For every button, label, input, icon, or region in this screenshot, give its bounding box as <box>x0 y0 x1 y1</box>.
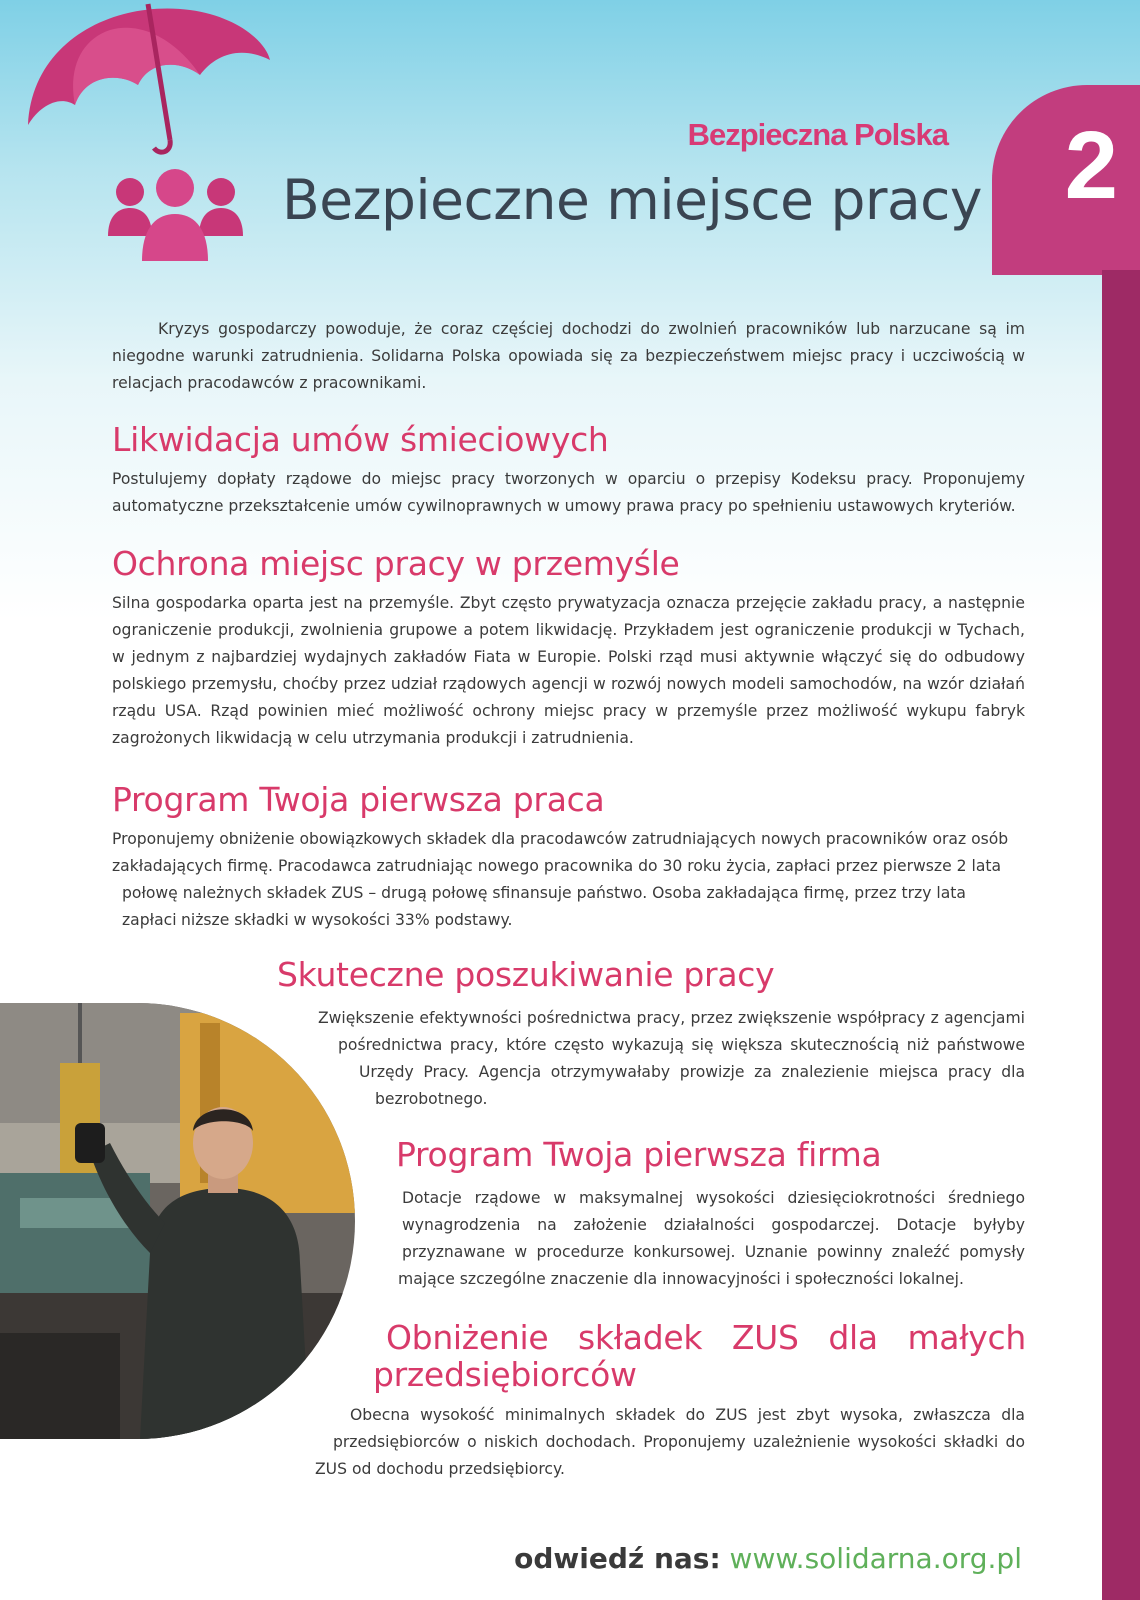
body-line: Dotacje rządowe w maksymalnej wysokości dziesięciokrotności średniego <box>402 1189 1025 1207</box>
section-heading: Program Twoja pierwsza praca <box>112 780 605 819</box>
body-line: mające szczególne znaczenie dla innowacyjności i społeczności lokalnej. <box>398 1270 964 1288</box>
body-line: ZUS od dochodu przedsiębiorcy. <box>315 1460 565 1478</box>
body-line: zakładających firmę. Pracodawca zatrudniając nowego pracownika do 30 roku życia, zapłaci przez pierwsze 2 lata <box>112 857 1002 875</box>
footer-label: odwiedź nas: <box>514 1542 721 1575</box>
body-line: Obecna wysokość minimalnych składek do ZUS jest zbyt wysoka, zwłaszcza dla <box>350 1406 1025 1424</box>
side-strip <box>1102 270 1140 1600</box>
section-heading: Skuteczne poszukiwanie pracy <box>277 955 775 994</box>
brand-name: Bezpieczna Polska <box>687 117 948 152</box>
body-line: przyznawane w procedurze konkursowej. Uznanie powinny znaleźć pomysły <box>402 1243 1025 1261</box>
section-heading: Likwidacja umów śmieciowych <box>112 420 609 459</box>
body-line: bezrobotnego. <box>375 1090 488 1108</box>
worker-photo <box>0 1003 355 1439</box>
footer <box>514 1542 1022 1575</box>
page-title: Bezpieczne miejsce pracy <box>282 168 982 232</box>
section-body: Silna gospodarka oparta jest na przemyśle. Zbyt często prywatyzacja oznacza przejęcie zakładu pracy, a następnie ograniczenie produkcji, zwolnienia grupowe a potem likwidację. Przykładem jest ograniczenie produkcji w Tychach, w jednym z najbardziej wydajnych zakładów Fiata w Europie. Polski rząd musi aktywnie włączyć się do odbudowy polskiego przemysłu, choćby przez udział rządowych agencji w rozwój nowych modeli samochodów, na wzór działań rządu USA. Rząd powinien mieć możliwość ochrony miejsc pracy w przemyśle przez możliwość wykupu fabryk zagrożonych likwidacją w celu utrzymania produkcji i zatrudnienia. <box>112 594 1025 747</box>
side-tab <box>992 0 1140 1600</box>
body-line: przedsiębiorców o niskich dochodach. Proponujemy uzależnienie wysokości składki do <box>333 1433 1025 1451</box>
body-line: Zwiększenie efektywności pośrednictwa pracy, przez zwiększenie współpracy z agencjami <box>318 1009 1025 1027</box>
body-line: niższe składki w wysokości 33% podstawy. <box>181 911 513 929</box>
umbrella-icon <box>20 0 270 160</box>
section-heading-cont: przedsiębiorców <box>373 1355 637 1394</box>
factory-scene <box>0 1003 355 1439</box>
section-heading: Obniżenie składek ZUS dla małych <box>386 1318 1026 1357</box>
body-line: Urzędy Pracy. Agencja otrzymywałaby prowizje za znalezienie miejsca pracy dla <box>359 1063 1025 1081</box>
website-link[interactable]: www.solidarna.org.pl <box>729 1542 1022 1575</box>
body-line: wynagrodzenia na założenie działalności gospodarczej. Dotacje byłyby <box>402 1216 1025 1234</box>
section-heading: Ochrona miejsc pracy w przemyśle <box>112 544 680 583</box>
body-line: pośrednictwa pracy, które często wykazują się większa skutecznością niż państwowe <box>338 1036 1025 1054</box>
section-body: Postulujemy dopłaty rządowe do miejsc pracy tworzonych w oparciu o przepisy Kodeksu pracy. Proponujemy automatyczne przekształcenie umów cywilnoprawnych w umowy prawa pracy po spełnieniu ustawowych kryteriów. <box>112 470 1025 515</box>
page-number: 2 <box>1064 112 1118 219</box>
people-group-icon <box>108 166 243 266</box>
intro-paragraph: Kryzys gospodarczy powoduje, że coraz częściej dochodzi do zwolnień pracowników lub narzucane są im niegodne warunki zatrudnienia. Solidarna Polska opowiada się za bezpieczeństwem miejsc pracy i uczciwością w relacjach pracodawców z pracownikami. <box>112 320 1025 392</box>
section-heading: Program Twoja pierwsza firma <box>396 1135 882 1174</box>
body-line: Proponujemy obniżenie obowiązkowych składek dla pracodawców zatrudniających nowych pracowników oraz osób <box>112 830 1009 848</box>
body-line: połowę należnych składek ZUS – drugą połowę sfinansuje państwo. Osoba zakładająca firmę, przez trzy lata zapłaci <box>122 884 966 929</box>
